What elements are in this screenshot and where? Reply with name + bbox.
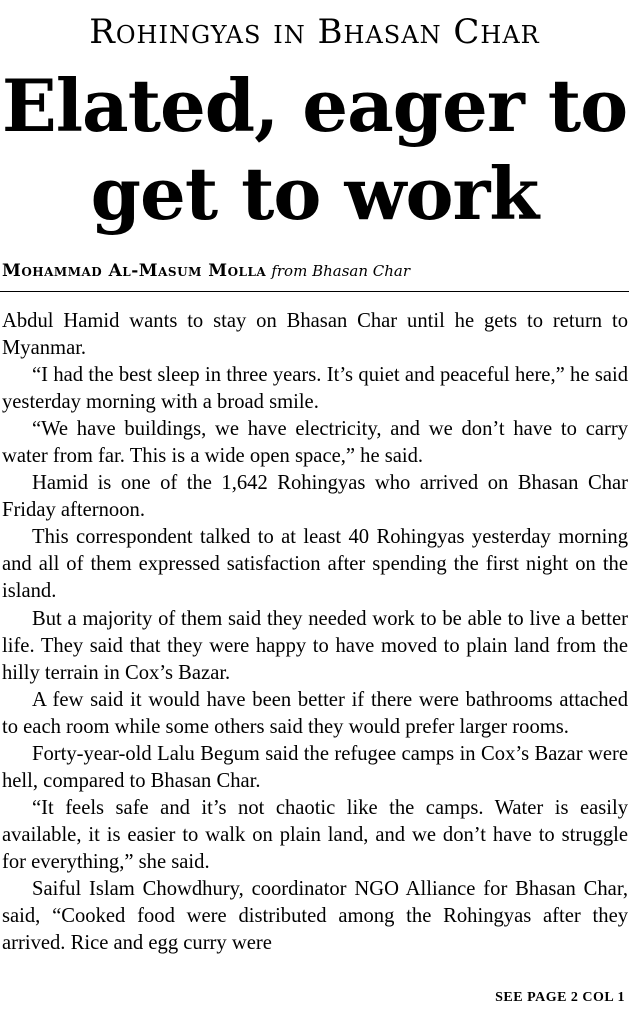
byline [2, 260, 627, 282]
paragraph: “I had the best sleep in three years. It’s quiet and peaceful here,” he said yesterday morning with a broad smile. [2, 364, 628, 414]
byline-rule [0, 291, 629, 292]
paragraph: “We have buildings, we have electricity, and we don’t have to carry water from far. This is a wide open space,” he said. [2, 418, 628, 468]
paragraph: Abdul Hamid wants to stay on Bhasan Char until he gets to return to Myanmar. [2, 310, 628, 360]
byline-author: Mohammad Al-Masum Molla [2, 261, 267, 281]
article-kicker: Rohingyas in Bhasan Char [89, 12, 540, 52]
article-body [2, 308, 628, 957]
article-headline: Elated, eager to get to work [1, 63, 628, 236]
paragraph: Hamid is one of the 1,642 Rohingyas who arrived on Bhasan Char Friday afternoon. [2, 472, 628, 522]
paragraph: “It feels safe and it’s not chaotic like the camps. Water is easily available, it is easier to walk on plain land, and we don’t have to struggle for everything,” she said. [2, 796, 628, 873]
paragraph: Forty-year-old Lalu Begum said the refugee camps in Cox’s Bazar were hell, compared to Bhasan Char. [2, 742, 628, 792]
paragraph: A few said it would have been better if there were bathrooms attached to each room while some others said they would prefer larger rooms. [2, 688, 628, 738]
paragraph: But a majority of them said they needed work to be able to live a better life. They said that they were happy to have moved to plain land from the hilly terrain in Cox’s Bazar. [2, 607, 628, 684]
paragraph: This correspondent talked to at least 40 Rohingyas yesterday morning and all of them expressed satisfaction after spending the first night on the island. [2, 526, 628, 603]
byline-location: from Bhasan Char [271, 262, 411, 280]
continuation-note: SEE PAGE 2 COL 1 [495, 990, 625, 1005]
paragraph: Saiful Islam Chowdhury, coordinator NGO Alliance for Bhasan Char, said, “Cooked food were distributed among the Rohingyas after they arrived. Rice and egg curry were [2, 877, 628, 955]
